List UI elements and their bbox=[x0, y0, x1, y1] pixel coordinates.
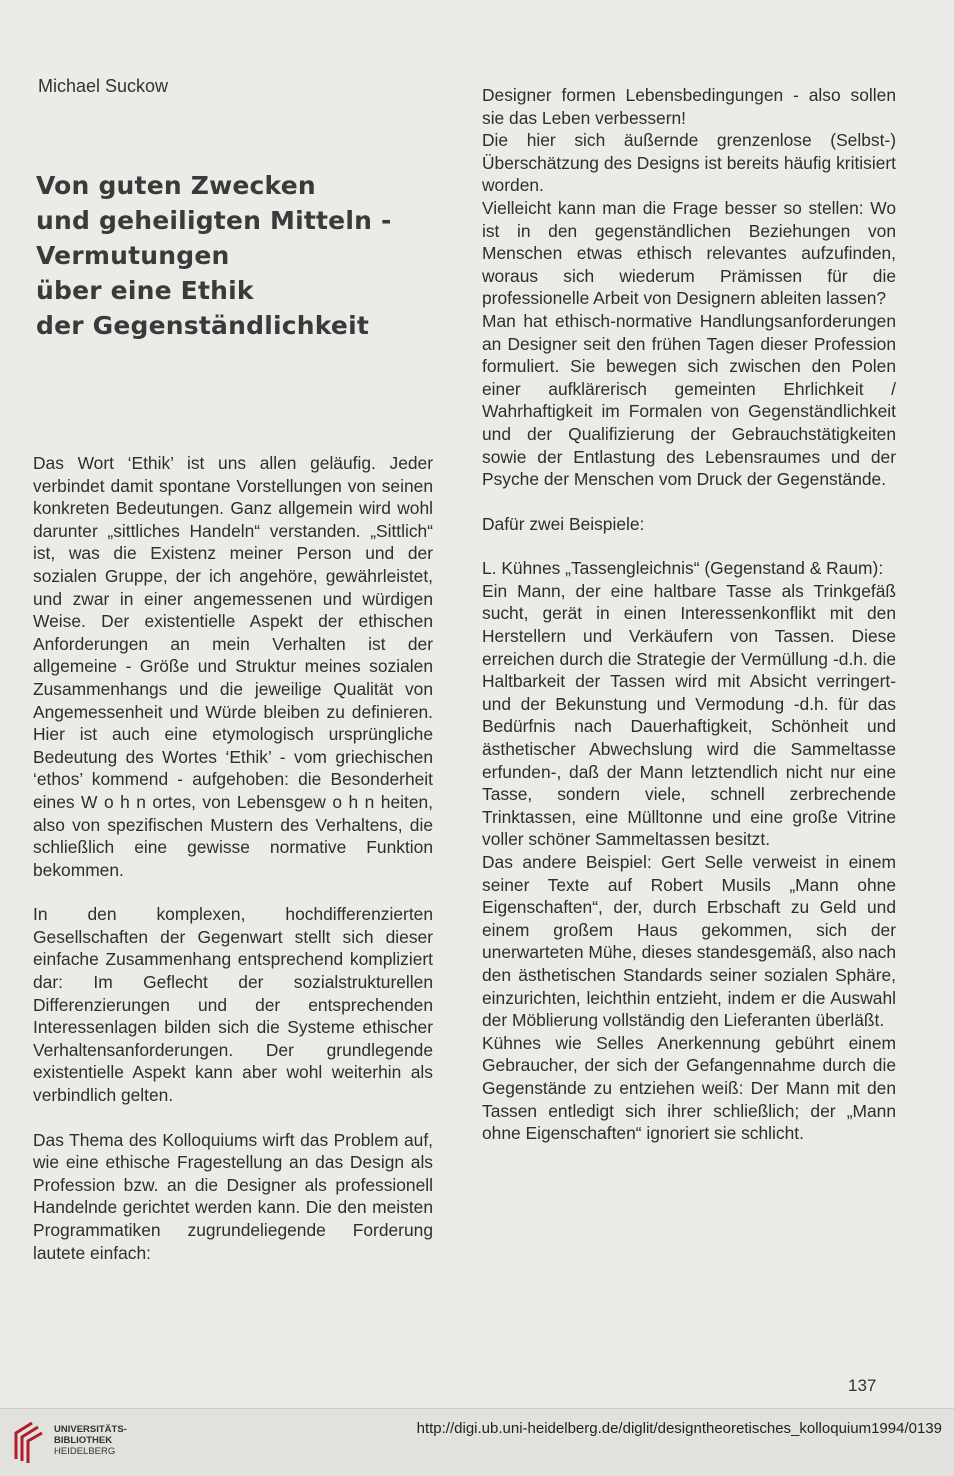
paragraph: Das Wort ‘Ethik’ ist uns allen geläufig. Jeder verbindet damit spontane Vorstellungen von seinen konkreten Bedeutungen. Ganz allgemein wird wohl darunter „sittliches Handeln“ verstanden. „Sittlich“ ist, was die Existenz meiner Person und der sozialen Gruppe, der ich angehöre, gewährleistet, und zwar in einer angemessenen und würdigen Weise. Der existentielle Aspekt der ethischen Anforderungen an mein Verhalten ist der allgemeine - Größe und Struktur meines sozialen Zusammenhangs und die jeweilige Qualität von Angemessenheit und Würde bleiben zu definieren. Hier ist auch eine etymologisch ursprüngliche Bedeutung des Wortes ‘Ethik’ - vom griechischen ‘ethos’ kommend - aufgehoben: die Besonderheit eines W o h n ortes, von Lebensgew o h n heiten, also von spezifischen Mustern des Verhaltens, die schließlich eine gewisse normative Funktion bekommen. bbox=[33, 453, 433, 880]
paragraph: Dafür zwei Beispiele: bbox=[482, 513, 645, 534]
paragraph: Kühnes wie Selles Anerkennung gebührt einem Gebraucher, der sich der Gefangennahme durch die Gegenstände zu entziehen weiß: Der Mann mit den Tassen entledigt sich ihrer schließlich; der „Mann ohne Eigenschaften“ ignoriert sie schlicht. bbox=[482, 1032, 896, 1144]
paragraph: Designer formen Lebensbedingungen - also sollen sie das Leben verbessern! bbox=[482, 85, 896, 128]
paragraph: Man hat ethisch-normative Handlungsanforderungen an Designer seit den frühen Tagen dieser Profession formuliert. Sie bewegen sich zwischen den Polen einer aufklärerisch gemeinten Ehrlichkeit / Wahrhaftigkeit im Formalen von Gegenständlichkeit und der Qualifizierung der Gebrauchstätigkeiten sowie der Entlastung des Lebensraumes und der Psyche der Menschen vom Druck der Gegenstände. bbox=[482, 310, 896, 490]
library-name: UNIVERSITÄTS- BIBLIOTHEK HEIDELBERG bbox=[54, 1424, 127, 1457]
paragraph: Ein Mann, der eine haltbare Tasse als Trinkgefäß sucht, gerät in einen Interessenkonflikt mit den Herstellern und Verkäufern von Tassen. Diese erreichen durch die Strategie der Vermüllung -d.h. die Haltbarkeit der Tassen wird mit Absicht verringert- und der Bekunstung und Vermodung -d.h. für das Bedürfnis nach Dauerhaftigkeit, Schönheit und ästhetischer Abwechslung wird die Sammeltasse erfunden-, daß der Mann letztendlich nicht nur eine Tasse, sondern viele, schnell zerbrechende Trinktassen, eine Mülltonne und eine große Vitrine voller schöner Sammeltassen besitzt. bbox=[482, 580, 896, 850]
source-url-link[interactable]: http://digi.ub.uni-heidelberg.de/diglit/designtheoretisches_kolloquium1994/0139 bbox=[416, 1420, 942, 1437]
paragraph: Das andere Beispiel: Gert Selle verweist in einem seiner Texte auf Robert Musils „Mann ohne Eigenschaften“, der, durch Erbschaft zu Geld und einem großem Haus gekommen, sich der unerwarteten Mühe, dieses standesgemäß, also nach den ästhetischen Standards seiner sozialen Sphäre, einzurichten, leichthin entzieht, indem er die Auswahl der Möblierung vollständig den Lieferanten überläßt. bbox=[482, 852, 896, 1031]
title-line: Von guten Zwecken bbox=[36, 171, 316, 200]
logo-strokes bbox=[16, 1423, 42, 1463]
title-line: Vermutungen bbox=[36, 241, 230, 270]
title-line: und geheiligten Mitteln - bbox=[36, 206, 392, 235]
library-logo-icon bbox=[10, 1419, 46, 1465]
paragraph: Die hier sich äußernde grenzenlose (Selbst-) Überschätzung des Designs ist bereits häufig kritisiert worden. bbox=[482, 130, 896, 196]
title-line: über eine Ethik bbox=[36, 276, 254, 305]
page-number: 137 bbox=[848, 1376, 877, 1395]
article-title bbox=[36, 168, 456, 343]
title-line: der Gegenständlichkeit bbox=[36, 311, 369, 340]
paragraph: Vielleicht kann man die Frage besser so stellen: Wo ist in den gegenständlichen Beziehungen von Menschen etwas ethisch relevantes aufzufinden, woraus sich wiederum Prämissen für die professionelle Arbeit von Designern ableiten lassen? bbox=[482, 197, 896, 309]
author-name: Michael Suckow bbox=[38, 76, 169, 96]
paragraph: L. Kühnes „Tassengleichnis“ (Gegenstand & Raum): bbox=[482, 558, 884, 579]
paragraph: Das Thema des Kolloquiums wirft das Problem auf, wie eine ethische Fragestellung an das Design als Profession bzw. an die Designer als professionell Handelnde gerichtet werden kann. Die den meisten Programmatiken zugrundeliegende Forderung lautete einfach: bbox=[33, 1129, 433, 1263]
right-column bbox=[482, 84, 896, 1145]
left-column bbox=[33, 452, 433, 1264]
paragraph: In den komplexen, hochdifferenzierten Gesellschaften der Gegenwart stellt sich dieser einfache Zusammenhang entsprechend kompliziert dar: Im Geflecht der sozialstrukturellen Differenzierungen und der entsprechenden Interessenlagen bilden sich die Systeme ethischer Verhaltensanforderungen. Der grundlegende existentielle Aspekt kann aber wohl weiterhin als verbindlich gelten. bbox=[33, 904, 433, 1106]
library-footer bbox=[0, 1408, 954, 1476]
